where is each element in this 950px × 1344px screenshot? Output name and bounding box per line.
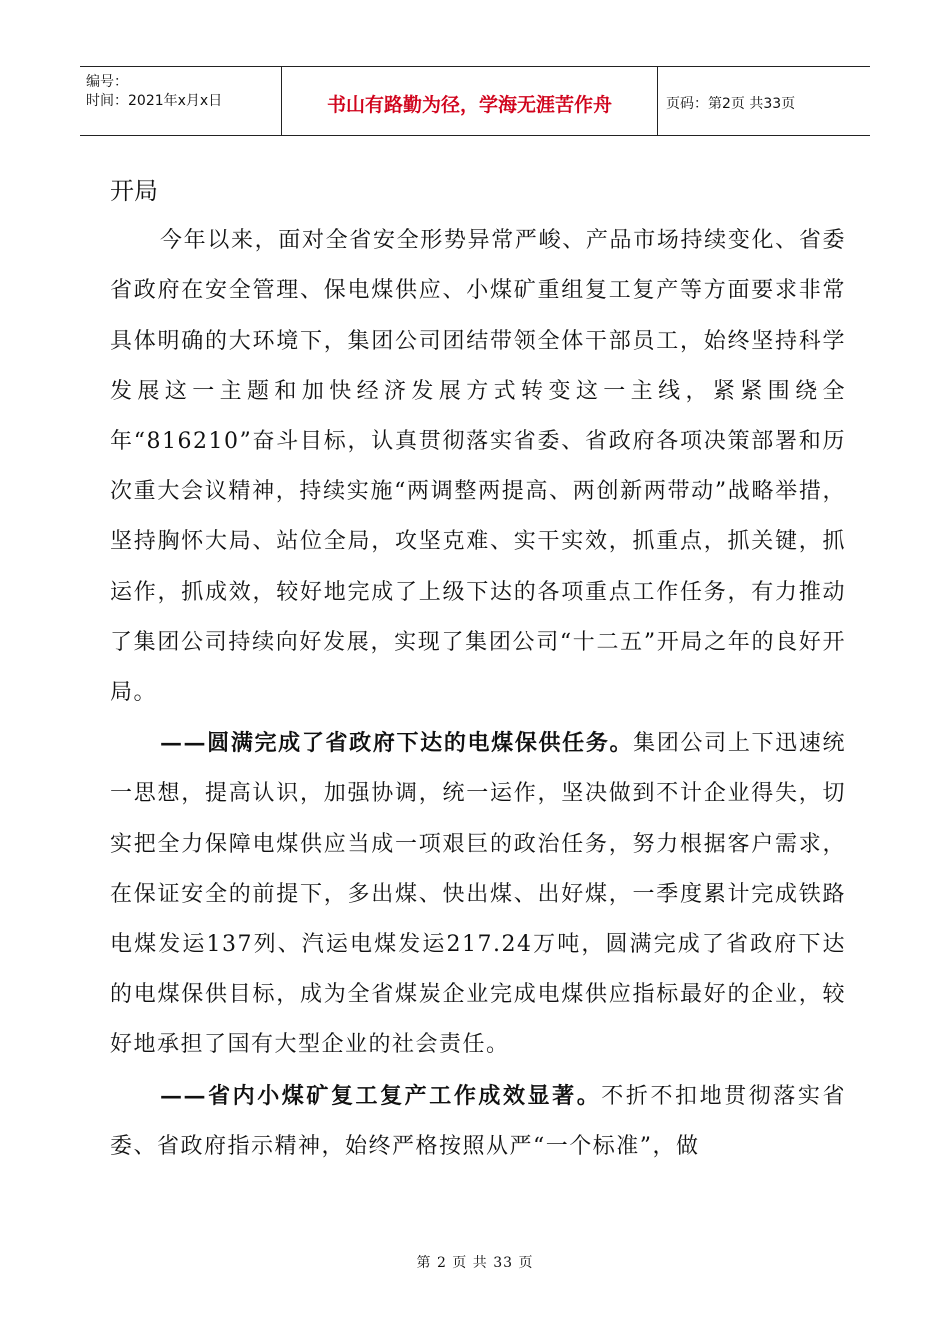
- document-body: [110, 166, 846, 1172]
- paragraph-coal-supply-text: 集团公司上下迅速统一思想，提高认识，加强协调，统一运作，坚决做到不计企业得失，切实把全力保障电煤供应当成一项艰巨的政治任务，努力根据客户需求，在保证安全的前提下，多出煤、快出煤、出好煤，一季度累计完成铁路电煤发运137列、汽运电煤发运217.24万吨，圆满完成了省政府下达的电煤保供目标，成为全省煤炭企业完成电煤供应指标最好的企业，较好地承担了国有大型企业的社会责任。: [110, 731, 846, 1058]
- paragraph-coal-supply: [110, 718, 846, 1070]
- header-meta: [80, 67, 282, 135]
- header-motto: 书山有路勤为径，学海无涯苦作舟: [282, 67, 658, 135]
- paragraph-coal-supply-lead: ——圆满完成了省政府下达的电煤保供任务。: [160, 730, 634, 757]
- paragraph-small-mines: [110, 1071, 846, 1172]
- paragraph-small-mines-lead: ——省内小煤矿复工复产工作成效显著。: [160, 1082, 602, 1109]
- paragraph-small-mines-text: 不折不扣地贯彻落实省委、省政府指示精神，始终严格按照从严“一个标准”，做: [110, 1083, 846, 1159]
- page-header: [80, 66, 870, 136]
- page-footer: 第 2 页 共 33 页: [416, 1255, 534, 1271]
- header-page-number: 页码：第2页 共33页: [666, 96, 796, 112]
- document-time: 时间：2021年x月x日: [86, 93, 223, 109]
- section-heading: 开局: [110, 177, 158, 205]
- document-number: 编号：: [86, 74, 128, 90]
- paragraph-intro: 今年以来，面对全省安全形势异常严峻、产品市场持续变化、省委省政府在安全管理、保电煤供应、小煤矿重组复工复产等方面要求非常具体明确的大环境下，集团公司团结带领全体干部员工，始终坚持科学发展这一主题和加快经济发展方式转变这一主线，紧紧围绕全年“816210”奋斗目标，认真贯彻落实省委、省政府各项决策部署和历次重大会议精神，持续实施“两调整两提高、两创新两带动”战略举措，坚持胸怀大局、站位全局，攻坚克难、实干实效，抓重点，抓关键，抓运作，抓成效，较好地完成了上级下达的各项重点工作任务，有力推动了集团公司持续向好发展，实现了集团公司“十二五”开局之年的良好开局。: [110, 228, 846, 706]
